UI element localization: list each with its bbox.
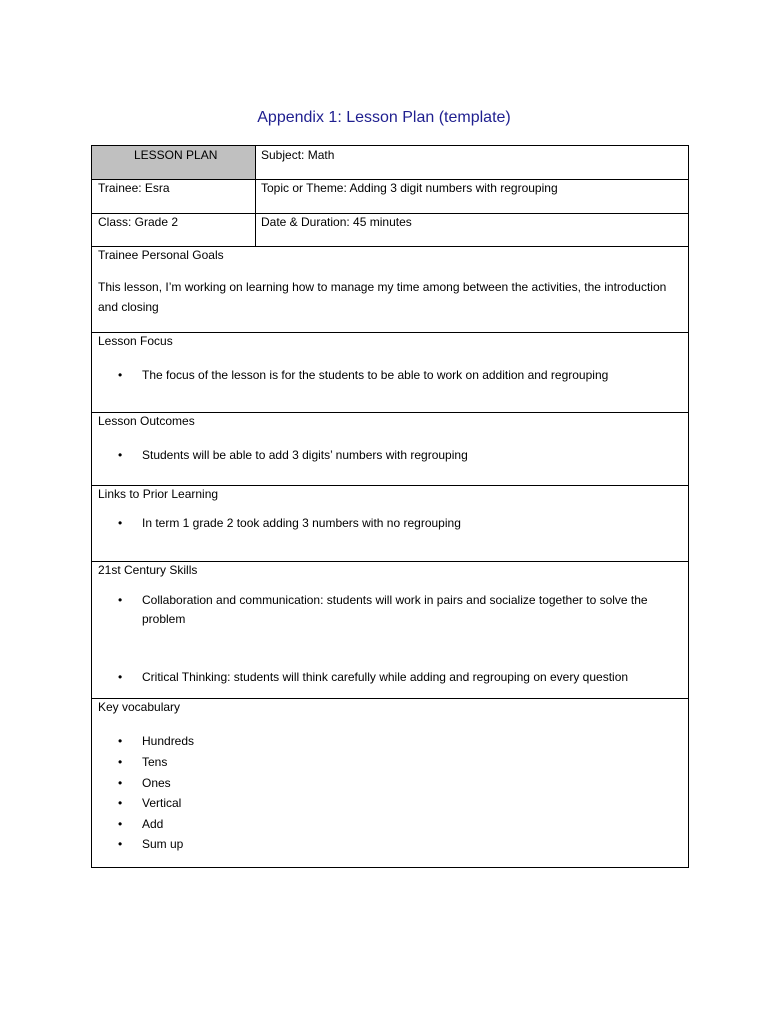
bullet-icon: •	[118, 734, 123, 748]
list-item: • Ones	[118, 774, 418, 794]
list-item: • Sum up	[118, 835, 418, 855]
bullet-icon: •	[118, 776, 123, 790]
skills-heading: 21st Century Skills	[98, 563, 198, 577]
vocab-heading: Key vocabulary	[98, 700, 181, 714]
divider	[92, 485, 688, 486]
focus-heading: Lesson Focus	[98, 334, 173, 348]
bullet-icon: •	[118, 837, 123, 851]
bullet-icon: •	[118, 796, 123, 810]
divider	[92, 246, 688, 247]
divider	[92, 698, 688, 699]
lesson-plan-label: LESSON PLAN	[134, 148, 218, 162]
date-duration-label: Date & Duration: 45 minutes	[261, 215, 412, 229]
bullet-icon: •	[118, 368, 123, 382]
divider	[92, 412, 688, 413]
divider	[92, 213, 688, 214]
list-item: • Add	[118, 815, 418, 835]
outcomes-heading: Lesson Outcomes	[98, 414, 195, 428]
trainee-label: Trainee: Esra	[98, 181, 170, 195]
subject-label: Subject: Math	[261, 148, 335, 162]
list-item: • In term 1 grade 2 took adding 3 numbers with no regrouping	[118, 514, 678, 534]
topic-label: Topic or Theme: Adding 3 digit numbers with regrouping	[261, 181, 558, 195]
prior-heading: Links to Prior Learning	[98, 487, 219, 501]
goals-heading: Trainee Personal Goals	[98, 248, 224, 262]
lesson-plan-table	[91, 145, 689, 868]
bullet-icon: •	[118, 516, 123, 530]
bullet-icon: •	[118, 817, 123, 831]
list-item: • The focus of the lesson is for the students to be able to work on addition and regrouping	[118, 366, 678, 386]
list-item: • Collaboration and communication: students will work in pairs and socialize together to solve the problem	[118, 593, 648, 626]
list-item: • Critical Thinking: students will think carefully while adding and regrouping on every question	[118, 668, 678, 688]
list-item: • Vertical	[118, 794, 418, 814]
bullet-icon: •	[118, 448, 123, 462]
bullet-icon: •	[118, 670, 123, 684]
class-label: Class: Grade 2	[98, 215, 179, 229]
list-item: • Students will be able to add 3 digits’ numbers with regrouping	[118, 446, 678, 466]
divider	[92, 561, 688, 562]
bullet-icon: •	[118, 593, 123, 607]
divider	[92, 332, 688, 333]
bullet-icon: •	[118, 755, 123, 769]
list-item: • Hundreds	[118, 732, 418, 752]
column-divider	[255, 146, 256, 246]
page-title: Appendix 1: Lesson Plan (template)	[257, 109, 511, 126]
goals-text: This lesson, I’m working on learning how to manage my time among between the activities, the introduction and closing	[98, 280, 667, 314]
list-item: • Tens	[118, 753, 418, 773]
divider	[92, 179, 688, 180]
